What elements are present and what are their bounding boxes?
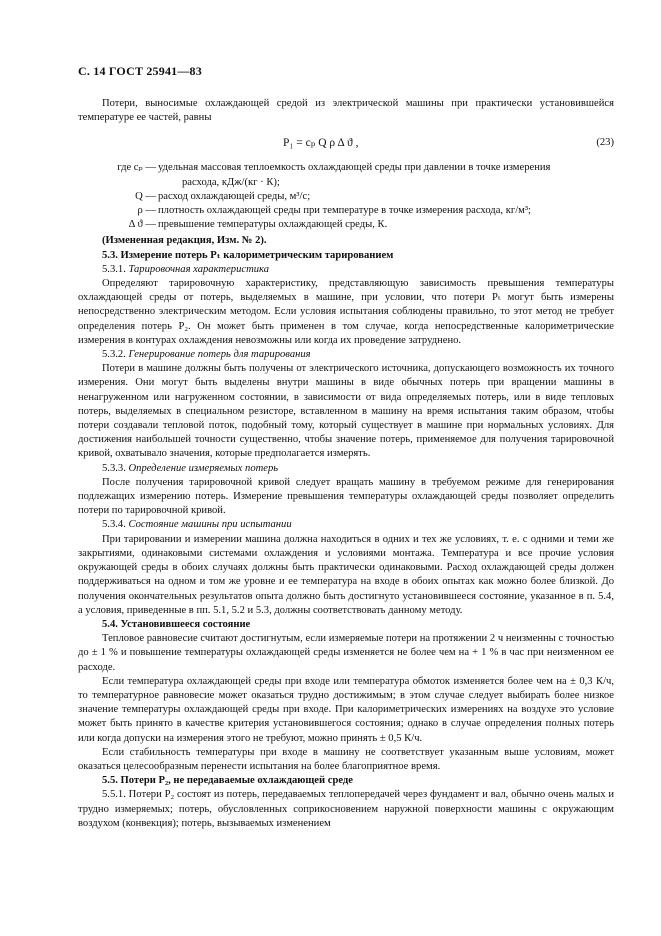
document-body	[78, 97, 614, 831]
paragraph-5-5-1: 5.5.1. Потери P₂ состоят из потерь, передаваемых теплопередачей через фундамент и вал, обычно очень малых и трудно измеряемых; потерь, обусловленных соприкосновением наружной поверхности машины с окружающим воздухом (конвекция); потерь, вызываемых изменением	[78, 789, 614, 829]
definition-text: превышение температуры охлаждающей среды, К.	[158, 219, 388, 231]
subsection-title: Определение измеряемых потерь	[128, 462, 279, 474]
paragraph-5-3-3: После получения тарировочной кривой следует вращать машину в требуемом режиме для генерирования подлежащих измерению потерь. Измерение превышения температуры охлаждающей среды позволяет определить потери по тарировочной кривой.	[78, 476, 614, 517]
paragraph-5-4-a: Тепловое равновесие считают достигнутым, если измеряемые потери на протяжении 2 ч неизменны с точностью до ± 1 % и повышение температуры охлаждающей среды изменяется не более чем на + 1 % в час при неизменном ее расходе.	[78, 633, 614, 673]
subsection-number: 5.3.3.	[102, 462, 126, 474]
subsection-title: Состояние машины при испытании	[128, 519, 292, 531]
section-5-4-heading: 5.4. Установившееся состояние	[102, 618, 251, 630]
amendment-note: (Измененная редакция, Изм. № 2).	[102, 235, 267, 247]
definition-text: плотность охлаждающей среды при температуре в точке измерения расхода, кг/м³;	[158, 205, 531, 217]
page-header: С. 14 ГОСТ 25941—83	[78, 64, 202, 78]
paragraph-5-3-1: Определяют тарировочную характеристику, представляющую зависимость превышения температуры охлаждающей среды от потерь, выделяемых в машине, при условии, что потери Pₜ могут быть измерены непосредственно электрическим методом. Если условия испытания соблюдены правильно, то этот метод не требует определения потерь P₂. Он может быть применен в том случае, когда непосредственные калориметрические измерения в контурах охлаждения невозможны или когда их проведение затруднено.	[78, 278, 614, 346]
definition-item	[78, 190, 614, 204]
definition-text: расход охлаждающей среды, м³/с;	[158, 190, 311, 202]
section-5-3-heading: 5.3. Измерение потерь Pₜ калориметрическим тарированием	[102, 249, 394, 261]
section-5-5-heading: 5.5. Потери P₂, не передаваемые охлаждающей среде	[102, 775, 353, 787]
paragraph-5-4-c: Если стабильность температуры при входе в машину не соответствует указанным выше условиям, может оказаться целесообразным перенести испытания на более благоприятное время.	[78, 746, 614, 772]
definition-text: удельная массовая теплоемкость охлаждающей среды при давлении в точке измерения	[158, 162, 551, 174]
paragraph-5-3-4: При тарировании и измерении машина должна находиться в одних и тех же условиях, т. е. с одними и теми же закрытиями, одинаковыми системами охлаждения и условиями монтажа. Температура и все прочие условия окружающей среды в обоих случаях должны быть практически одинаковыми. Расход охлаждающей среды должен поддерживаться на одном и том же уровне и ее температура на входе в обоих опытах как можно более близкой. До получения окончательных результатов опыта должно быть достигнуто установившееся состояние, указанное в п. 5.4, а условия, приведенные в пп. 5.1, 5.2 и 5.3, должны соответствовать данному методу.	[78, 533, 614, 616]
formula-23	[78, 131, 614, 157]
subsection-number: 5.3.4.	[102, 519, 126, 531]
definition-continuation: расхода, кДж/(кг · К);	[182, 176, 280, 188]
definition-item	[78, 204, 614, 218]
subsection-5-3-3-heading	[78, 462, 614, 476]
definition-item	[78, 218, 614, 232]
definition-symbol: Δ ϑ —	[128, 219, 156, 231]
subsection-title: Тарировочная характеристика	[128, 263, 270, 275]
definitions-list	[78, 161, 614, 232]
subsection-5-3-2-heading	[78, 348, 614, 362]
subsection-5-3-1-heading	[78, 263, 614, 277]
intro-paragraph: Потери, выносимые охлаждающей средой из электрической машины при практически установившейся температуре ее частей, равны	[78, 98, 614, 124]
formula-number: (23)	[596, 137, 614, 149]
definition-symbol: ρ —	[137, 205, 156, 217]
subsection-number: 5.3.2.	[102, 349, 126, 361]
subsection-5-3-4-heading	[78, 518, 614, 532]
paragraph-5-3-2: Потери в машине должны быть получены от электрического источника, допускающего возможность их точного измерения. Они могут быть выделены внутри машины в виде обычных потерь при вращении машины в ненагруженном или нагруженном состоянии, в зависимости от вида определяемых потерь, или в виде тепловых потерь, выделяемых в специальном резисторе, вставленном в машину на время испытания таким образом, чтобы потери создавали тепловой поток, подобный тому, который существует в машине при нормальных условиях. Для достижения наибольшей точности существенно, чтобы значение потерь, применяемое для получения тарировочной кривой, охватывало значения, которые предполагается измерять.	[78, 363, 614, 460]
paragraph-5-4-b: Если температура охлаждающей среды при входе или температура обмоток изменяется более чем на ± 0,3 К/ч, то температурное равновесие может оказаться трудно достижимым; в этом случае следует выбирать более низкое значение температуры охлаждающей среды при входе. При калориметрических измерениях на воздухе это условие может быть принято в качестве критерия установившегося состояния; однако в случае определения полных потерь или когда допуски на измерения этого не требуют, можно принять ± 0,5 К/ч.	[78, 675, 614, 744]
definition-symbol: Q —	[135, 190, 156, 202]
subsection-title: Генерирование потерь для тарирования	[128, 349, 311, 361]
formula-expression: P₁ = cₚ Q ρ Δ ϑ ,	[283, 137, 359, 150]
definition-item	[78, 161, 614, 189]
definition-symbol: где cₚ —	[117, 162, 156, 174]
subsection-number: 5.3.1.	[102, 263, 126, 275]
